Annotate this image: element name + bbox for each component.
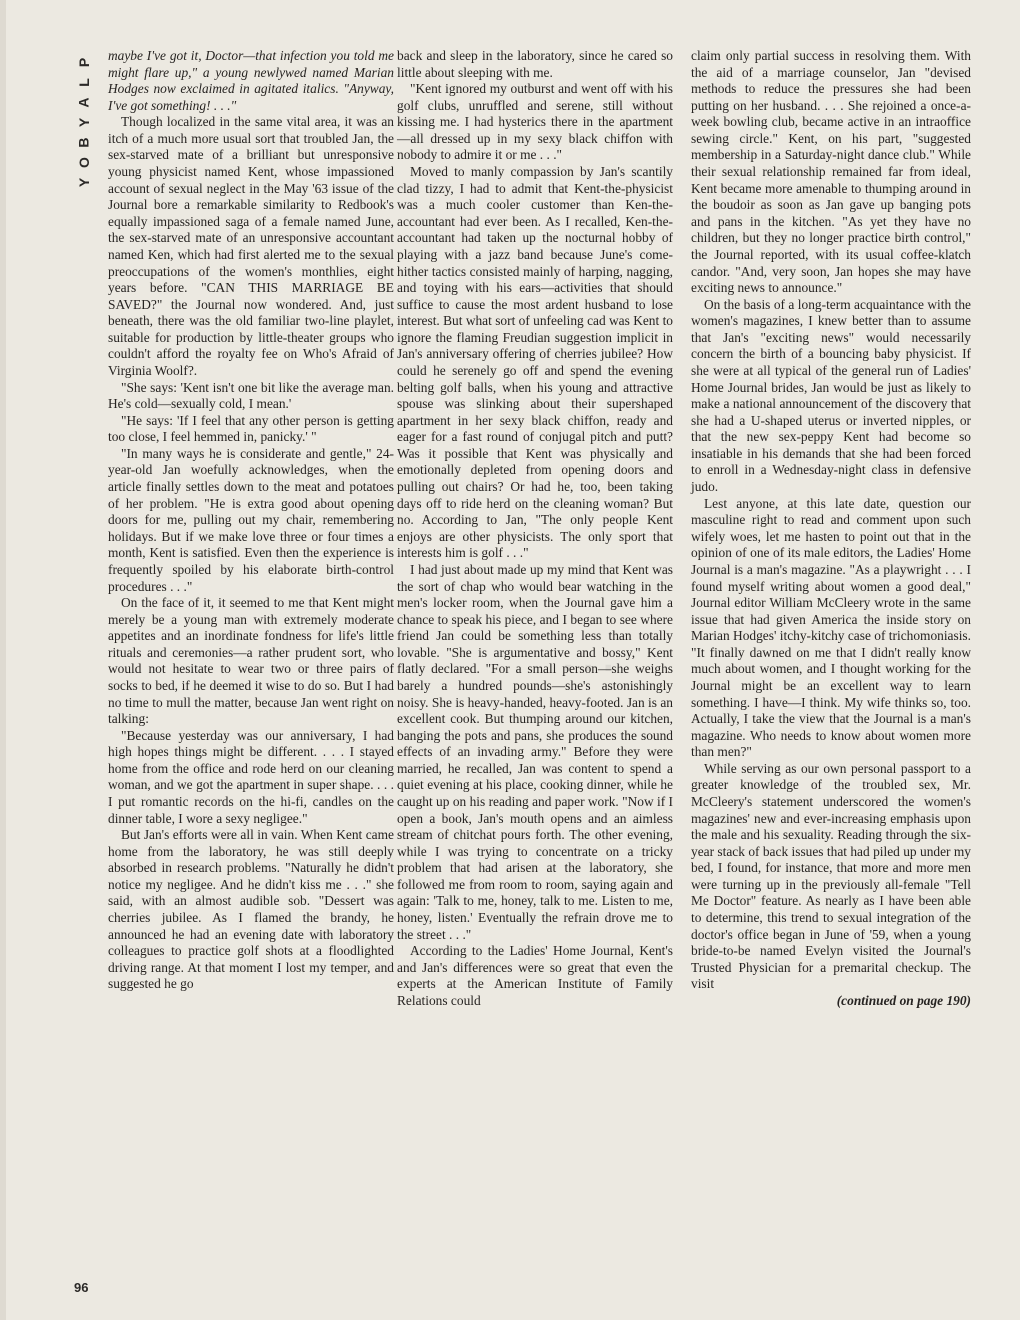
paragraph: "Because yesterday was our anniversary, I had high hopes things might be different. . . . I stayed home from the office and rode herd on our cleaning woman, and we got the apartment in super shape. . . . I put romantic records on the hi-fi, candles on the dinner table, I wore a sexy negligee." bbox=[108, 727, 394, 826]
text-column-3 bbox=[691, 48, 971, 1010]
paragraph: Lest anyone, at this late date, question our masculine right to read and comment upon such wifely woes, let me hasten to point out that in the opinion of one of its male editors, the Ladies' Home Journal is a man's magazine. "As a playwright . . . I found myself writing about women a good deal," Journal editor William McCleery wrote in the same issue that had given America the inside story on Marian Hodges' itchy-kitchy case of trichomoniasis. "It finally dawned on me that I didn't really know much about women, and I thought working for the Journal might be an excellent way to learn something. I have—I think. My wife thinks so, too. Actually, I take the view that the Journal is a man's magazine. Who needs to know about women more than men?" bbox=[691, 495, 971, 760]
masthead-letter: A bbox=[75, 96, 92, 108]
text-column-2 bbox=[397, 48, 673, 1010]
masthead-letter: O bbox=[75, 156, 92, 168]
masthead-letter: P bbox=[75, 56, 92, 68]
paragraph: I had just about made up my mind that Kent was the sort of chap who would bear watching in the men's locker room, when the Journal gave him a chance to speak his piece, and I began to see where friend Jan could be something less than totally lovable. "She is argumentative and bossy," Kent flatly declared. "For a small person—she weighs barely a hundred pounds—she's astonishingly noisy. She is heavy-handed, heavy-footed. Jan is an excellent cook. But thumping around our kitchen, banging the pots and pans, she produces the sound effects of an invading army." Before they were married, he recalled, Jan was content to spend a quiet evening at his place, cooking dinner, while he caught up on his reading and paper work. "Now if I open a book, Jan's mouth opens and an aimless stream of chitchat pours forth. The other evening, while I was trying to concentrate on a tricky problem that had arisen at the laboratory, she followed me from room to room, saying again and again: 'Talk to me, honey, talk to me. Listen to me, honey, listen.' Eventually the refrain drove me to the street . . ." bbox=[397, 561, 673, 942]
masthead-letter: L bbox=[75, 77, 92, 87]
scan-edge bbox=[0, 0, 6, 1320]
watermark: ... bbox=[560, 619, 621, 684]
paragraph: claim only partial success in resolving them. With the aid of a marriage counselor, Jan "devised methods to reduce the pressures she had been putting on her husband. . . . She rejoined a once-a-week bowling club, became active in an intraoffice sewing circle." Kent, on his part, "suggested membership in a Saturday-night dance club." While their sexual relationship remained far from ideal, Kent became more amenable to thumping around in the boudoir as soon as Jan gave up banging pots and pans in the kitchen. "As yet they have no children, but they no longer practice birth control," the Journal reported, with its usual coffee-klatch candor. "And, very soon, Jan hopes she may have exciting news to announce." bbox=[691, 48, 971, 296]
continuation-note: (continued on page 190) bbox=[836, 992, 971, 1008]
paragraph: "Kent ignored my outburst and went off with his golf clubs, unruffled and serene, still without kissing me. I had hysterics there in the apartment—all dressed up in my sexy black chiffon with nobody to admire it or me . . ." bbox=[397, 81, 673, 163]
paragraph: On the basis of a long-term acquaintance with the women's magazines, I knew better than to assume that Jan's "exciting news" would necessarily concern the birth of a bouncing baby physicist. If she were at all typical of the general run of Ladies' Home Journal brides, Jan would be just as likely to make a national announcement of the discovery that she had a U-shaped uterus or inverted nipples, or that the new sex-peppy Kent had become so insatiable in his demands that she had been forced to enroll in a Wednesday-night class in defensive judo. bbox=[691, 296, 971, 495]
masthead-letter: Y bbox=[75, 116, 92, 128]
magazine-masthead bbox=[75, 52, 92, 192]
paragraph: While serving as our own personal passport to a greater knowledge of the troubled sex, Mr. McCleery's statement underscored the women's magazines' new and ever-increasing emphasis upon the male and his sexuality. Reading through the six-year stack of back issues that had piled up under my bed, I found, for instance, that more and more men were turning up in the previously all-female "Tell Me Doctor" feature. As nearly as I have been able to determine, this trend to sexual integration of the doctor's office began in June of '59, when a young bride-to-be named Evelyn visited the Journal's Trusted Physician for a premarital checkup. The visit bbox=[691, 760, 971, 992]
paragraph: Moved to manly compassion by Jan's scantily clad tizzy, I had to admit that Kent-the-physicist was a much cooler customer than Ken-the-accountant had ever been. As I recalled, Ken-the-accountant had taken up the nocturnal hobby of playing with a jazz band because June's come-hither tactics consisted mainly of harping, nagging, and toying with his ears—activities that should suffice to cause the most ardent husband to lose interest. But what sort of unfeeling cad was Kent to ignore the flaming Freudian suggestion implicit in Jan's anniversary offering of cherries jubilee? How could he serenely go off and spend the evening belting golf balls, when his young and attractive spouse was slinking about their supershaped apartment in her sexy black chiffon, ready and eager for a fast round of conjugal pitch and putt? Was it possible that Kent was physically and emotionally depleted from opening doors and pulling out chairs? Or had he, too, been taking days off to ride herd on the cleaning woman? But no. According to Jan, "The only people Kent enjoys are other physicists. The only sport that interests him is golf . . ." bbox=[397, 164, 673, 561]
paragraph: "In many ways he is considerate and gentle," 24-year-old Jan woefully acknowledges, when the article finally settles down to the meat and potatoes of her problem. "He is extra good about opening doors for me, pulling out my chair, remembering holidays. But if we make love three or four times a month, Kent is satisfied. Even then the experience is frequently spoiled by his elaborate birth-control procedures . . ." bbox=[108, 445, 394, 594]
paragraph: On the face of it, it seemed to me that Kent might merely be a young man with extremely moderate appetites and an inordinate fondness for life's little rituals and ceremonies—a rather prudent sort, who would not hesitate to wear two or three pairs of socks to bed, if he deemed it wise to do so. But I had no time to mull the matter, because Jan went right on talking: bbox=[108, 595, 394, 727]
page-number: 96 bbox=[74, 1280, 89, 1295]
paragraph: back and sleep in the laboratory, since he cared so little about sleeping with me. bbox=[397, 48, 673, 80]
paragraph: Though localized in the same vital area, it was an itch of a much more usual sort that troubled Jan, the sex-starved mate of a brilliant but unresponsive young physicist named Kent, whose impassioned account of sexual neglect in the May '63 issue of the Journal bore a remarkable similarity to Redbook's equally impassioned saga of a female named June, the sex-starved mate of an unresponsive accountant named Ken, which had first alerted me to the sexual preoccupations of the women's monthlies, eight years before. "CAN THIS MARRIAGE BE SAVED?" the Journal now wondered. And, just beneath, there was the old familiar two-line playlet, suitable for production by little-theater groups who couldn't afford the royalty fee on Who's Afraid of Virginia Woolf?. bbox=[108, 114, 394, 378]
paragraph: "He says: 'If I feel that any other person is getting too close, I feel hemmed in, panicky.' " bbox=[108, 412, 394, 445]
masthead-letter: B bbox=[75, 136, 92, 148]
paragraph: According to the Ladies' Home Journal, Kent's and Jan's differences were so great that even the experts at the American Institute of Family Relations could bbox=[397, 943, 673, 1008]
text-column-1 bbox=[108, 48, 394, 993]
paragraph: "She says: 'Kent isn't one bit like the average man. He's cold—sexually cold, I mean.' bbox=[108, 379, 394, 412]
paragraph: But Jan's efforts were all in vain. When Kent came home from the laboratory, he was still deeply absorbed in research problems. "Naturally he didn't notice my negligee. And he didn't kiss me . . ." she said, with an almost audible sob. "Dessert was cherries jubilee. As I flamed the brandy, he announced he had an evening date with laboratory colleagues to practice golf shots at a floodlighted driving range. At that moment I lost my temper, and suggested he go bbox=[108, 827, 394, 992]
masthead-letter: Y bbox=[75, 176, 92, 188]
paragraph: maybe I've got it, Doctor—that infection you told me might flare up," a young newlywed named Marian Hodges now exclaimed in agitated italics. "Anyway, I've got something! . . ." bbox=[108, 48, 394, 113]
